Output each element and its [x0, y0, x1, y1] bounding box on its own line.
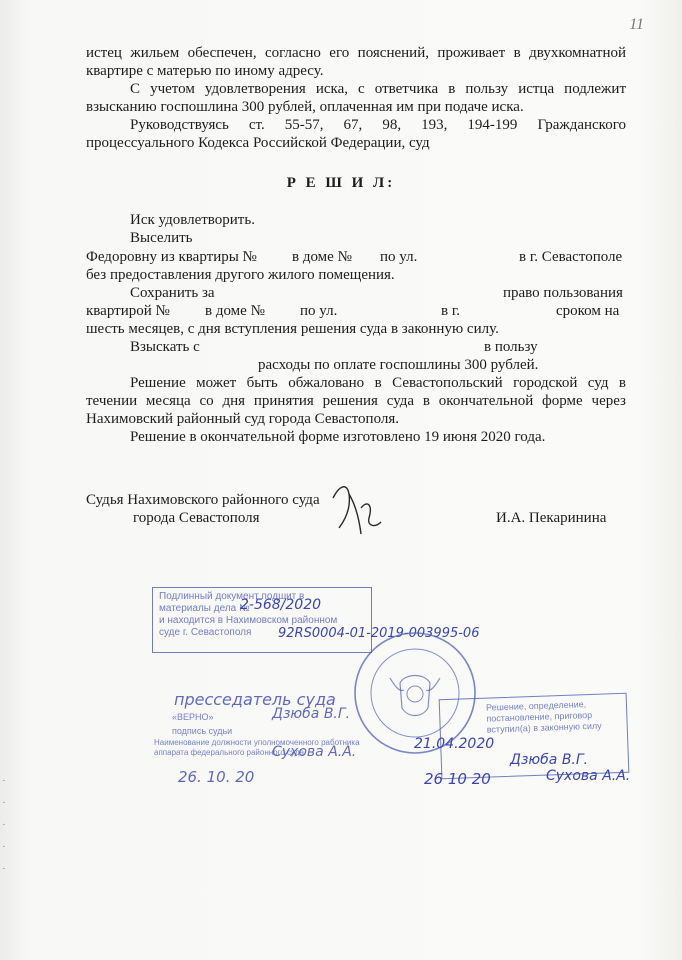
- collect-a: Взыскать с: [130, 339, 200, 355]
- para1-line1: истец жильем обеспечен, согласно его пояснений, проживает в двухкомнатной: [86, 45, 626, 61]
- decision-heading: Р Е Ш И Л:: [286, 175, 396, 191]
- keep-line-a: Сохранить за: [130, 285, 215, 301]
- stamp-line2: материалы дела №: [159, 603, 250, 614]
- final-line: Решение в окончательной форме изготовлено 19 июня 2020 года.: [130, 429, 546, 445]
- handwriting-date1: 26. 10. 20: [178, 768, 255, 786]
- judge-title-2: города Севастополя: [133, 510, 260, 526]
- case-number-handwritten: 2-568/2020: [240, 597, 322, 613]
- stamp-line4: суде г. Севастополя: [159, 627, 252, 638]
- stamp3-line3: вступил(а) в законную силу: [486, 720, 602, 735]
- evict-line-a: Федоровну из квартиры №: [86, 249, 257, 265]
- page-number: 11: [629, 16, 644, 33]
- stamp2-line4: аппарата федерального районного суда: [154, 748, 304, 757]
- para2-line1: С учетом удовлетворения иска, с ответчика в пользу истца подлежит: [130, 81, 626, 97]
- stamp3-line1: Решение, определение,: [485, 699, 587, 713]
- judge-signature-icon: [325, 478, 385, 540]
- judge-title-1: Судья Нахимовского районного суда: [86, 492, 320, 508]
- para3-line1: Руководствуясь ст. 55-57, 67, 98, 193, 194-199 Гражданского: [130, 117, 626, 133]
- binding-marks: · · · · ·: [2, 775, 6, 875]
- appeal-line3: Нахимовский районный суд города Севастополя.: [86, 411, 400, 427]
- handwriting-name3: Дзюба В.Г.: [510, 752, 589, 768]
- keep2-b: в доме №: [205, 303, 265, 319]
- stamp2-line2: подпись судьи: [172, 726, 233, 736]
- case-id-handwritten: 92RS0004-01-2019-003995-06: [278, 626, 480, 641]
- handwriting-date3: 26 10 20: [424, 770, 491, 788]
- keep2-d: в г.: [441, 303, 461, 319]
- keep-line-b: право пользования: [503, 285, 623, 301]
- para2-line2: взысканию госпошлина 300 рублей, оплаченная им при подаче иска.: [86, 99, 524, 115]
- para1-line2: квартире с матерью по иному адресу.: [86, 63, 324, 79]
- stamp-line3: и находится в Нахимовском районном: [159, 615, 338, 626]
- collect2-line: расходы по оплате госпошлины 300 рублей.: [258, 357, 539, 373]
- keep2-c: по ул.: [300, 303, 338, 319]
- stamp-line1: Подлинный документ подшит в: [159, 591, 305, 602]
- keep2-a: квартирой №: [86, 303, 170, 319]
- para3-line2: процессуального Кодекса Российской Федерации, суд: [86, 135, 430, 151]
- handwriting-date2: 21.04.2020: [414, 736, 495, 752]
- appeal-line2: течении месяца со дня принятия решения суда в окончательной форме через: [86, 393, 626, 409]
- keep3-line: шесть месяцев, с дня вступления решения суда в законную силу.: [86, 321, 499, 337]
- handwriting-chairman: пресседатель суда: [174, 690, 336, 709]
- stamp2-line3: Наименование должности уполномоченного работника: [154, 738, 360, 747]
- evict-line-d: в г. Севастополе: [519, 249, 623, 265]
- stamp3-line2: постановление, приговор: [486, 709, 593, 724]
- evict-line-c: по ул.: [380, 249, 418, 265]
- keep2-e: сроком на: [556, 303, 620, 319]
- stamp2-line1: «ВЕРНО»: [172, 712, 214, 722]
- evict-line2: без предоставления другого жилого помещения.: [86, 267, 395, 283]
- handwriting-name2: Сухова А.А.: [272, 744, 357, 760]
- judge-name: И.А. Пекаринина: [496, 510, 607, 526]
- appeal-block: [86, 374, 626, 446]
- certification-stamp: [152, 690, 372, 790]
- handwriting-name4: Сухова А.А.: [546, 768, 631, 784]
- evict-line: Выселить: [130, 230, 193, 246]
- satisfy-line: Иск удовлетворить.: [130, 212, 255, 228]
- appeal-line1: Решение может быть обжаловано в Севастопольский городской суд в: [130, 375, 626, 391]
- evict-line-b: в доме №: [292, 249, 352, 265]
- handwriting-name1: Дзюба В.Г.: [272, 706, 351, 722]
- collect-b: в пользу: [484, 339, 538, 355]
- body-text-top: [86, 44, 626, 152]
